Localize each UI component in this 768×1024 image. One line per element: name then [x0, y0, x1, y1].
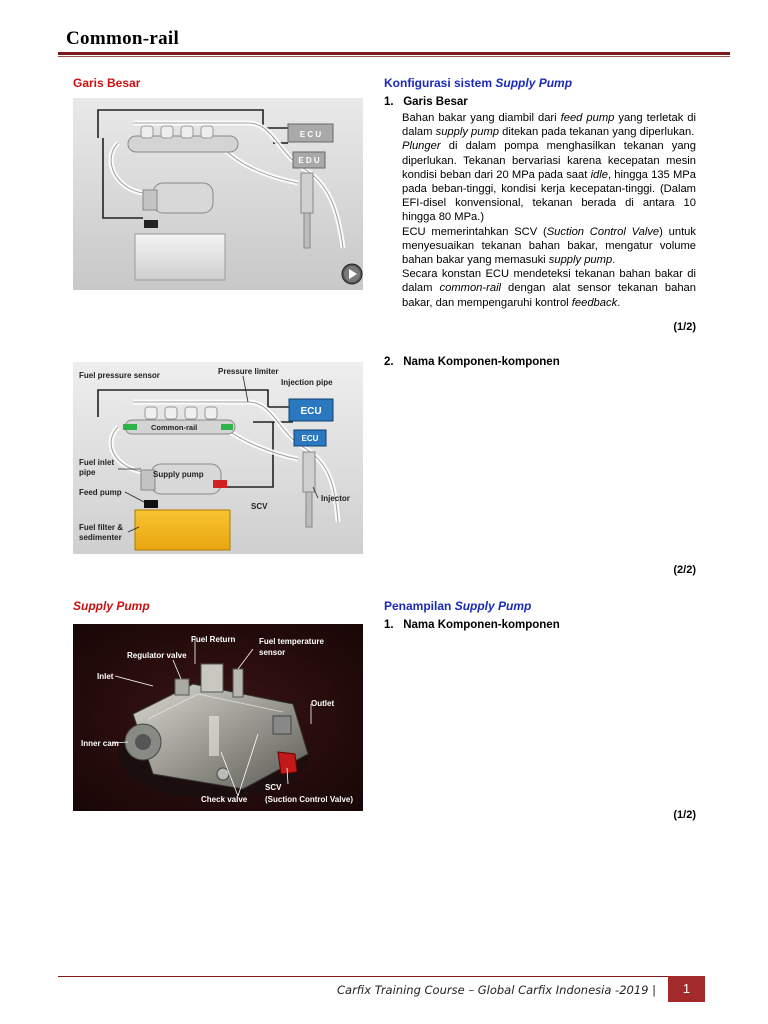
fig3-scv: SCV [265, 783, 282, 792]
fig2-common-rail: Common-rail [151, 423, 198, 432]
page-number: 1 [668, 976, 705, 1002]
item-title: Nama Komponen-komponen [403, 619, 560, 631]
page-reference-1: (1/2) [673, 321, 696, 333]
fig3-scv-full: (Suction Control Valve) [265, 795, 354, 804]
item-number: 2. [384, 356, 394, 368]
paragraph-block [402, 111, 696, 310]
text-span: . [617, 296, 621, 309]
text-span: , hingga 135 MPa pada beban-tinggi, kondisi kerja kecepatan-tinggi. (Dalam EFI-disel konvensional, tekanan berada di antara 10 hingga 80 MPa.) [402, 168, 696, 224]
item-heading-garis-besar [384, 96, 468, 108]
fig2-pressure-limiter: Pressure limiter [218, 367, 279, 376]
header-divider-thin [58, 56, 730, 57]
figure-supply-pump-photo [73, 624, 363, 811]
footer-text: Carfix Training Course – Global Carfix Indonesia -2019 | [337, 983, 656, 997]
section-title-garis-besar: Garis Besar [73, 76, 141, 90]
text-span: Bahan bakar yang diambil dari [402, 112, 561, 124]
item-number: 1. [384, 619, 394, 631]
text-span: yang terletak di dalam [402, 112, 696, 139]
item-title: Nama Komponen-komponen [403, 356, 560, 368]
paragraph-2 [402, 139, 696, 224]
text-em: common-rail [439, 282, 502, 295]
text-span: Secara konstan ECU mendeteksi tekanan bahan bakar di dalam [402, 268, 696, 295]
section-title-emphasis: Supply Pump [495, 76, 573, 90]
item-heading-nama-komponen-2 [384, 619, 560, 631]
text-span: di dalam pompa menghasilkan tekanan yang diperlukan. Tekanan bervariasi karena kecepatan mesin kondisi beban dari 20 MPa pada saat [402, 140, 696, 181]
fig3-regulator-valve: Regulator valve [127, 651, 187, 660]
fig3-check-valve: Check valve [201, 795, 248, 804]
figure-system-overview [73, 98, 363, 290]
fig2-injection-pipe: Injection pipe [281, 378, 333, 387]
item-title: Garis Besar [403, 96, 468, 108]
fig2-ecu2-label: ECU [301, 434, 319, 443]
item-number: 1. [384, 96, 394, 108]
text-span: . [612, 254, 616, 267]
text-em: Plunger [402, 140, 441, 153]
text-span: ECU memerintahkan SCV ( [402, 225, 547, 238]
text-em: supply pump [548, 254, 613, 267]
paragraph-1 [402, 111, 696, 139]
fig2-fuel-inlet-1: Fuel inlet [79, 458, 115, 467]
text-em: feedback [571, 296, 618, 309]
section-title-prefix: Konfigurasi sistem [384, 76, 496, 90]
fig2-fuel-pressure-sensor: Fuel pressure sensor [79, 371, 160, 380]
section-title-supply-pump: Supply Pump [73, 599, 150, 613]
fig2-injector: Injector [321, 494, 350, 503]
fig2-supply-pump: Supply pump [153, 470, 204, 479]
footer-divider [58, 976, 668, 977]
page-reference-3: (1/2) [673, 809, 696, 821]
text-em: supply pump [435, 126, 500, 139]
header-divider [58, 52, 730, 55]
page-title: Common-rail [66, 28, 180, 49]
text-em: Suction Control Valve [546, 225, 660, 238]
fig3-fuel-temp-1: Fuel temperature [259, 637, 324, 646]
figure-component-names [73, 362, 363, 554]
fig3-inner-cam: Inner cam [81, 739, 119, 748]
page-reference-2: (2/2) [673, 564, 696, 576]
fig2-ecu-label: ECU [300, 406, 322, 417]
paragraph-3 [402, 225, 696, 268]
fig1-edu-label: E D U [298, 156, 320, 165]
text-span: ) untuk menyesuaikan tekanan bahan bakar, mengatur volume bahan bakar yang memasuki [402, 225, 696, 267]
text-span: ditekan pada tekanan yang diperlukan. [499, 126, 695, 139]
section-title-konfigurasi [384, 76, 572, 90]
fig3-fuel-return: Fuel Return [191, 635, 236, 644]
fig2-fuel-inlet-2: pipe [79, 468, 96, 477]
section-title-prefix: Penampilan [384, 599, 455, 613]
fig2-scv: SCV [251, 502, 268, 511]
paragraph-4 [402, 267, 696, 310]
text-em: idle [590, 168, 608, 181]
text-em: feed pump [560, 112, 615, 124]
fig1-ecu-label: E C U [299, 130, 322, 139]
fig3-fuel-temp-2: sensor [259, 648, 286, 657]
fig2-fuel-filter-2: sedimenter [79, 533, 122, 542]
text-span: dengan alat sensor tekanan bahan bakar, dan mempengaruhi kontrol [402, 282, 696, 309]
fig3-outlet: Outlet [311, 699, 335, 708]
fig3-inlet: Inlet [97, 672, 114, 681]
fig2-fuel-filter-1: Fuel filter & [79, 523, 124, 532]
item-heading-nama-komponen [384, 356, 560, 368]
section-title-emphasis: Supply Pump [454, 599, 532, 613]
section-title-penampilan [384, 599, 531, 613]
fig2-feed-pump: Feed pump [79, 488, 122, 497]
